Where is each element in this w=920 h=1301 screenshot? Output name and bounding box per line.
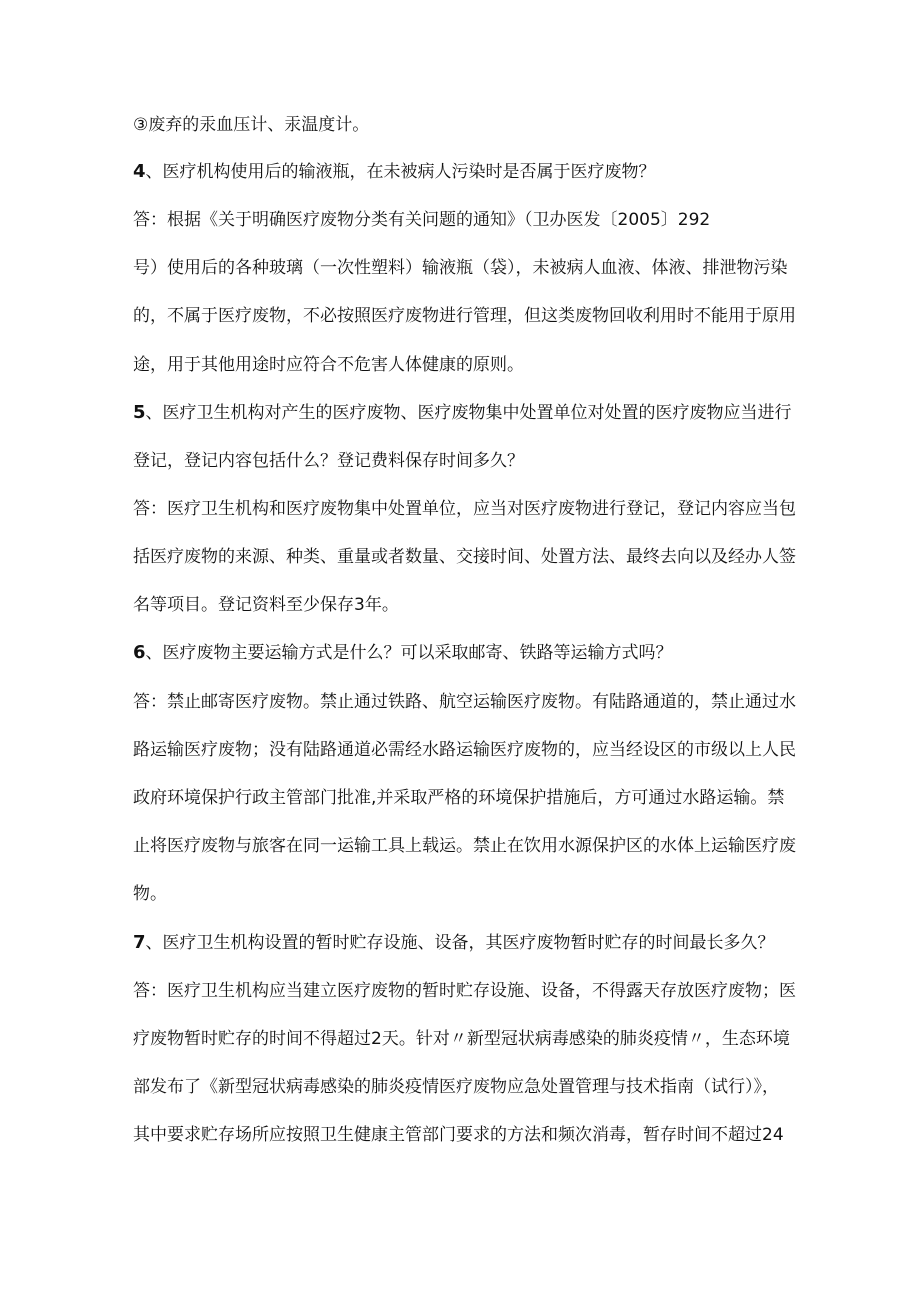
text-line: 括医疗废物的来源、种类、重量或者数量、交接时间、处置方法、最终去向以及经办人签 bbox=[133, 547, 796, 567]
text-line: 登记，登记内容包括什么？登记费料保存时间多久？ bbox=[133, 451, 524, 471]
text-line: 答：医疗卫生机构应当建立医疗废物的暂时贮存设施、设备，不得露天存放医疗废物；医 bbox=[133, 981, 796, 1001]
text-line: ③废弃的汞血压计、汞温度计。 bbox=[133, 115, 370, 135]
question-text: 、医疗机构使用后的输液瓶，在未被病人污染时是否属于医疗废物？ bbox=[145, 162, 656, 182]
question-5 bbox=[133, 400, 792, 426]
question-text: 、医疗卫生机构对产生的医疗废物、医疗废物集中处置单位对处置的医疗废物应当进行 bbox=[145, 403, 792, 423]
text-line: 路运输医疗废物；没有陆路通道必需经水路运输医疗废物的，应当经设区的市级以上人民 bbox=[133, 740, 796, 760]
text-line: 物。 bbox=[133, 884, 167, 904]
question-4 bbox=[133, 159, 656, 185]
text-line: 部发布了《新型冠状病毒感染的肺炎疫情医疗废物应急处置管理与技术指南（试行）》， bbox=[133, 1077, 779, 1097]
question-text: 、医疗废物主要运输方式是什么？可以采取邮寄、铁路等运输方式吗？ bbox=[145, 643, 673, 663]
text-line: 答：根据《关于明确医疗废物分类有关问题的通知》（卫办医发〔2005〕292 bbox=[133, 210, 711, 230]
question-number: 7 bbox=[133, 932, 146, 953]
question-7 bbox=[133, 930, 775, 956]
text-line: 止将医疗废物与旅客在同一运输工具上载运。禁止在饮用水源保护区的水体上运输医疗废 bbox=[133, 836, 796, 856]
question-number: 5 bbox=[133, 402, 146, 423]
question-6 bbox=[133, 640, 673, 666]
text-line: 的，不属于医疗废物，不必按照医疗废物进行管理，但这类废物回收利用时不能用于原用 bbox=[133, 306, 796, 326]
question-text: 、医疗卫生机构设置的暂时贮存设施、设备，其医疗废物暂时贮存的时间最长多久？ bbox=[145, 933, 775, 953]
text-line: 号）使用后的各种玻璃（一次性塑料）输液瓶（袋），未被病人血液、体液、排泄物污染 bbox=[133, 258, 788, 278]
text-line: 名等项目。登记资料至少保存3年。 bbox=[133, 595, 399, 615]
text-line: 其中要求贮存场所应按照卫生健康主管部门要求的方法和频次消毒，暂存时间不超过24 bbox=[133, 1125, 784, 1145]
question-number: 4 bbox=[133, 161, 146, 182]
text-line: 途，用于其他用途时应符合不危害人体健康的原则。 bbox=[133, 355, 524, 375]
text-line: 疗废物暂时贮存的时间不得超过2天。针对〃新型冠状病毒感染的肺炎疫情〃，生态环境 bbox=[133, 1029, 790, 1049]
text-line: 答：禁止邮寄医疗废物。禁止通过铁路、航空运输医疗废物。有陆路通道的，禁止通过水 bbox=[133, 692, 796, 712]
question-number: 6 bbox=[133, 642, 146, 663]
text-line: 政府环境保护行政主管部门批准,并采取严格的环境保护措施后，方可通过水路运输。禁 bbox=[133, 788, 785, 808]
text-line: 答：医疗卫生机构和医疗废物集中处置单位，应当对医疗废物进行登记，登记内容应当包 bbox=[133, 499, 796, 519]
